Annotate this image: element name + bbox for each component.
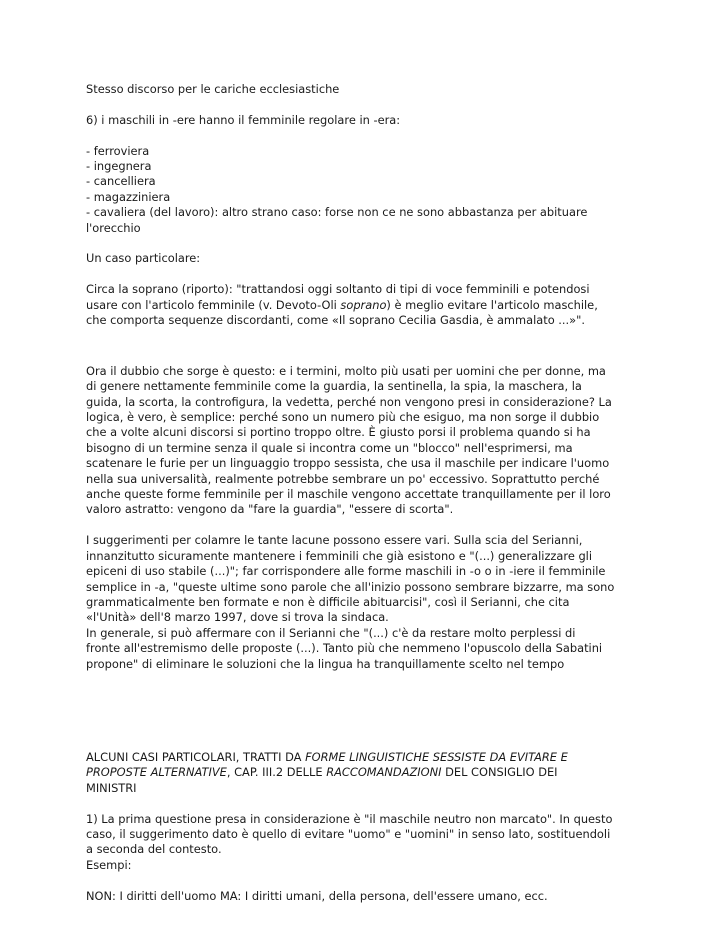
paragraph-line: I suggerimenti per colamre le tante lacune possono essere vari. Sulla scia del Serianni, <box>86 533 583 548</box>
intro-line: Stesso discorso per le cariche ecclesiastiche <box>86 82 340 96</box>
paragraph-line: Esempi: <box>86 857 132 872</box>
list-item: - magazziniera <box>86 189 171 204</box>
paragraph-line: nella sua universalità, realmente potrebbe sembrare un po' eccessivo. Soprattutto perché <box>86 471 600 486</box>
paragraph-line: scatenare le furie per un linguaggio troppo sessista, che usa il maschile per indicare l'uomo <box>86 456 610 471</box>
paragraph-line: logica, è vero, è semplice: perché sono un numero più che esiguo, ma non sorge il dubbio <box>86 410 600 425</box>
text-run: ) è meglio evitare l'articolo maschile, <box>386 297 598 312</box>
paragraph-line: che a volte alcuni discorsi si portino troppo oltre. È giusto porsi il problema quando si ha <box>86 425 591 440</box>
text-run: DEL CONSIGLIO DEI <box>441 765 558 780</box>
list-item: - cavaliera (del lavoro): altro strano caso: forse non ce ne sono abbastanza per abituare <box>86 205 588 220</box>
heading-line <box>86 750 646 765</box>
paragraph-line: che comporta sequenze discordanti, come «Il soprano Cecilia Gasdia, è ammalato ...»". <box>86 313 585 328</box>
point1-paragraph <box>86 812 646 874</box>
paragraph-line: Ora il dubbio che sorge è questo: e i termini, molto più usati per uomini che per donne, ma <box>86 363 606 378</box>
paragraph-line: a seconda del contesto. <box>86 842 222 857</box>
heading-line: MINISTRI <box>86 780 137 795</box>
paragraph-line: fronte all'estremismo delle proposte (...). Tanto più che nemmeno l'opuscolo della Sabatini <box>86 641 603 656</box>
paragraph-line: In generale, si può affermare con il Serianni che "(...) c'è da restare molto perplessi di <box>86 625 576 640</box>
italic-title: RACCOMANDAZIONI <box>326 765 442 780</box>
paragraph-suggestions <box>86 533 646 672</box>
list-item: - ingegnera <box>86 159 152 173</box>
paragraph-line: innanzitutto sicuramente mantenere i femminili che già esistono e "(...) generalizzare gli <box>86 548 593 563</box>
paragraph-line: di genere nettamente femminile come la guardia, la sentinella, la spia, la maschera, la <box>86 379 582 394</box>
section-heading <box>86 750 646 796</box>
paragraph-line: «l'Unità» dell'8 marzo 1997, dove si trova la sindaca. <box>86 610 389 625</box>
text-run: usare con l'articolo femminile (v. Devoto-Oli <box>86 297 341 312</box>
text-run: , CAP. III.2 DELLE <box>226 765 327 780</box>
example-line: NON: I diritti dell'uomo MA: I diritti umani, della persona, dell'essere umano, ecc. <box>86 888 548 903</box>
paragraph-line: epiceni di uso stabile (...)"; far corrispondere alle forme maschili in -o o in -iere il femminile <box>86 564 606 579</box>
list-item: - cancelliera <box>86 174 156 189</box>
italic-title: FORME LINGUISTICHE SESSISTE DA EVITARE E <box>305 749 568 764</box>
list-item: - ferroviera <box>86 143 150 158</box>
paragraph-doubt <box>86 364 646 518</box>
list-item: l'orecchio <box>86 220 141 235</box>
text-run: ALCUNI CASI PARTICOLARI, TRATTI DA <box>86 749 306 764</box>
italic-term: soprano <box>340 297 387 312</box>
paragraph-line: valoro astratto: vengono da "fare la guardia", "essere di scorta". <box>86 502 454 517</box>
paragraph-line: Circa la soprano (riporto): "trattandosi oggi soltanto di tipi di voce femminili e potendosi <box>86 282 590 297</box>
rule6-heading: 6) i maschili in -ere hanno il femminile regolare in -era: <box>86 112 401 127</box>
heading-line <box>86 765 646 780</box>
paragraph-line: caso, il suggerimento dato è quello di evitare "uomo" e "uomini" in senso lato, sostituendoli <box>86 826 611 841</box>
paragraph-line: bisogno di un termine senza il quale si incontra come un "blocco" nell'esprimersi, ma <box>86 440 573 455</box>
special-case-heading: Un caso particolare: <box>86 251 201 266</box>
paragraph-line: 1) La prima questione presa in considerazione è "il maschile neutro non marcato". In questo <box>86 811 613 826</box>
paragraph-line: anche queste forme femminile per il maschile vengono accettate tranquillamente per il loro <box>86 487 611 502</box>
paragraph-line <box>86 298 646 313</box>
paragraph-line: semplice in -a, "queste ultime sono parole che all'inizio possono sembrare bizzarre, ma sono <box>86 579 615 594</box>
italic-title: PROPOSTE ALTERNATIVE <box>86 765 227 780</box>
paragraph-line: grammaticalmente ben formate e non è difficile abituarcisi", così il Serianni, che cita <box>86 594 570 609</box>
paragraph-line: propone" di eliminare le soluzioni che la lingua ha tranquillamente scelto nel tempo <box>86 656 565 671</box>
document-page <box>86 82 646 904</box>
paragraph-line: guida, la scorta, la controfigura, la vedetta, perché non vengono presi in considerazione? La <box>86 394 612 409</box>
